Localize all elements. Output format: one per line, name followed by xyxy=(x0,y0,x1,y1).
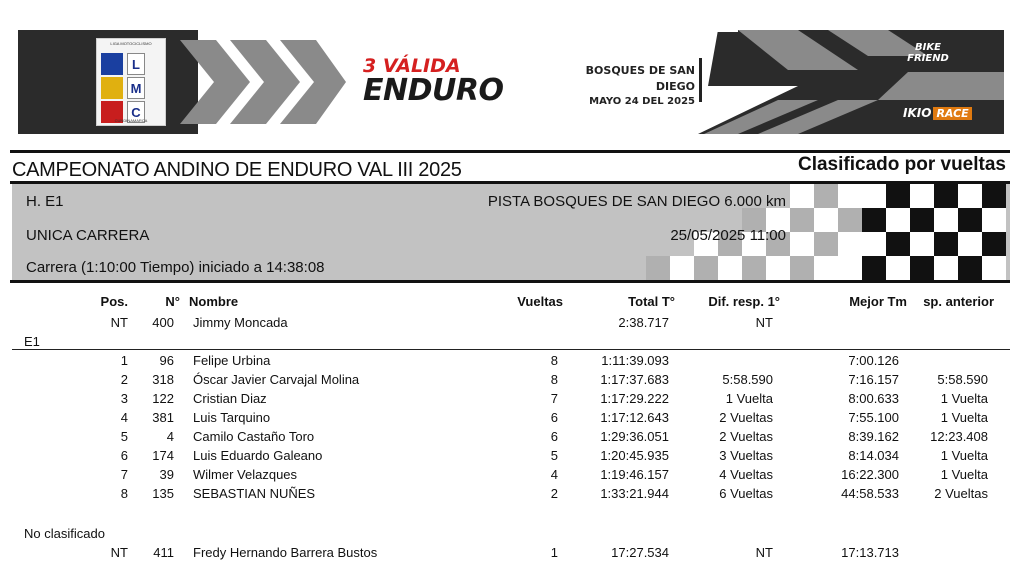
checker-square xyxy=(742,256,766,280)
cell-best: 8:14.034 xyxy=(848,448,899,463)
checker-square xyxy=(982,208,1006,232)
cell-diff-prev: 5:58.590 xyxy=(937,372,988,387)
cell-name: SEBASTIAN NUÑES xyxy=(193,486,316,501)
checker-square xyxy=(982,256,1006,280)
checker-square xyxy=(862,232,886,256)
venue-info xyxy=(553,63,695,109)
event-round: 3 VÁLIDA xyxy=(363,55,461,77)
checker-square xyxy=(790,232,814,256)
cell-total: 1:20:45.935 xyxy=(600,448,669,463)
bike-friend-logo: BIKE FRIEND xyxy=(907,42,949,64)
cell-pos: 6 xyxy=(120,448,128,463)
cell-best: 8:00.633 xyxy=(848,391,899,406)
track-label: PISTA BOSQUES DE SAN DIEGO 6.000 km xyxy=(487,193,786,210)
checker-square xyxy=(814,184,838,208)
table-row xyxy=(0,372,1024,391)
col-number: N° xyxy=(165,294,180,309)
table-row xyxy=(0,391,1024,410)
cell-pos: NT xyxy=(110,315,128,330)
unclassified-label: No clasificado xyxy=(24,526,105,541)
cell-name: Fredy Hernando Barrera Bustos xyxy=(193,545,378,560)
cell-total: 1:17:12.643 xyxy=(600,410,669,425)
cell-pos: 7 xyxy=(120,467,128,482)
table-row xyxy=(0,429,1024,448)
checker-square xyxy=(814,208,838,232)
checker-square xyxy=(982,232,1006,256)
cell-laps: 6 xyxy=(550,410,558,425)
checker-square xyxy=(958,184,982,208)
checker-square xyxy=(910,256,934,280)
checker-square xyxy=(694,256,718,280)
race-label: UNICA CARRERA xyxy=(26,227,150,244)
cell-pos: NT xyxy=(110,545,128,560)
cell-total: 1:17:29.222 xyxy=(600,391,669,406)
cell-total: 17:27.534 xyxy=(611,545,669,560)
cell-name: Luis Tarquino xyxy=(193,410,271,425)
cell-diff-first: 1 Vuelta xyxy=(725,391,773,406)
cell-diff-first: 2 Vueltas xyxy=(719,429,773,444)
ikio-race-logo xyxy=(903,106,972,120)
col-diff-previous: sp. anterior xyxy=(923,294,994,309)
checker-square xyxy=(670,256,694,280)
cell-best: 7:55.100 xyxy=(848,410,899,425)
checker-square xyxy=(790,184,814,208)
race-label: RACE xyxy=(933,107,971,120)
event-title xyxy=(363,55,504,108)
cell-name: Óscar Javier Carvajal Molina xyxy=(193,372,360,387)
group-label: E1 xyxy=(24,334,40,349)
table-row xyxy=(0,545,1024,564)
cell-diff-first: 3 Vueltas xyxy=(719,448,773,463)
cell-num: 381 xyxy=(152,410,174,425)
class-label: H. E1 xyxy=(26,193,64,210)
col-name: Nombre xyxy=(189,294,239,309)
checker-square xyxy=(862,256,886,280)
checker-square xyxy=(910,208,934,232)
cell-laps: 4 xyxy=(550,467,558,482)
checker-square xyxy=(886,232,910,256)
cell-laps: 7 xyxy=(550,391,558,406)
cell-total: 1:33:21.944 xyxy=(600,486,669,501)
race-start-info: Carrera (1:10:00 Tiempo) iniciado a 14:38:08 xyxy=(26,259,325,276)
cell-num: 400 xyxy=(152,315,174,330)
checker-square xyxy=(838,232,862,256)
cell-diff-prev: 12:23.408 xyxy=(930,429,988,444)
cell-num: 135 xyxy=(152,486,174,501)
table-row xyxy=(0,410,1024,429)
logo-caption-top: LIGA MOTOCICLISMO xyxy=(110,41,152,46)
checker-square xyxy=(838,256,862,280)
cell-pos: 2 xyxy=(120,372,128,387)
checker-square xyxy=(790,256,814,280)
info-rule-bottom xyxy=(10,280,1010,283)
cell-name: Wilmer Velazques xyxy=(193,467,298,482)
cell-laps: 2 xyxy=(550,486,558,501)
table-row xyxy=(0,486,1024,505)
table-row xyxy=(0,448,1024,467)
cell-name: Felipe Urbina xyxy=(193,353,271,368)
checker-square xyxy=(838,184,862,208)
logo-letter-c: C xyxy=(127,101,145,123)
cell-diff-prev: 1 Vuelta xyxy=(940,448,988,463)
cell-diff-first: NT xyxy=(755,545,773,560)
cell-laps: 8 xyxy=(550,353,558,368)
cell-best: 16:22.300 xyxy=(841,467,899,482)
event-discipline: ENDURO xyxy=(363,73,504,108)
cell-num: 174 xyxy=(152,448,174,463)
checker-square xyxy=(838,208,862,232)
cell-diff-prev: 1 Vuelta xyxy=(940,467,988,482)
race-date: 25/05/2025 11:00 xyxy=(670,227,786,244)
checker-square xyxy=(934,232,958,256)
group-rule xyxy=(12,349,1010,350)
cell-pos: 5 xyxy=(120,429,128,444)
cell-diff-prev: 1 Vuelta xyxy=(940,410,988,425)
checker-square xyxy=(718,256,742,280)
col-pos: Pos. xyxy=(100,294,128,309)
checker-square xyxy=(982,184,1006,208)
chevron-arrows-graphic xyxy=(168,30,348,134)
checker-square xyxy=(958,208,982,232)
cell-num: 4 xyxy=(166,429,174,444)
cell-name: Jimmy Moncada xyxy=(193,315,288,330)
checker-square xyxy=(910,232,934,256)
cell-diff-prev: 2 Vueltas xyxy=(934,486,988,501)
cell-total: 2:38.717 xyxy=(618,315,669,330)
checker-square xyxy=(886,184,910,208)
cell-best: 7:16.157 xyxy=(848,372,899,387)
checker-square xyxy=(886,208,910,232)
cell-diff-first: 5:58.590 xyxy=(722,372,773,387)
cell-name: Cristian Diaz xyxy=(193,391,267,406)
logo-letter-m: M xyxy=(127,77,145,99)
cell-num: 96 xyxy=(159,353,174,368)
cell-laps: 8 xyxy=(550,372,558,387)
checker-square xyxy=(910,184,934,208)
cell-diff-prev: 1 Vuelta xyxy=(940,391,988,406)
checker-square xyxy=(862,208,886,232)
checker-square xyxy=(934,208,958,232)
cell-laps: 6 xyxy=(550,429,558,444)
venue-date: MAYO 24 DEL 2025 xyxy=(589,96,695,107)
checker-square xyxy=(958,256,982,280)
cell-num: 318 xyxy=(152,372,174,387)
cell-pos: 4 xyxy=(120,410,128,425)
checker-square xyxy=(766,256,790,280)
checker-square xyxy=(814,256,838,280)
checker-square xyxy=(958,232,982,256)
cell-best: 17:13.713 xyxy=(841,545,899,560)
championship-title: CAMPEONATO ANDINO DE ENDURO VAL III 2025 xyxy=(12,159,462,181)
ikio-label: IKIO xyxy=(903,106,932,120)
cell-total: 1:17:37.683 xyxy=(600,372,669,387)
cell-diff-first: NT xyxy=(755,315,773,330)
event-banner xyxy=(18,30,1004,134)
cell-total: 1:29:36.051 xyxy=(600,429,669,444)
col-diff-first: Dif. resp. 1° xyxy=(708,294,780,309)
header-rule-top xyxy=(10,150,1010,153)
cell-num: 122 xyxy=(152,391,174,406)
cell-laps: 5 xyxy=(550,448,558,463)
cell-name: Camilo Castaño Toro xyxy=(193,429,315,444)
checker-square xyxy=(646,256,670,280)
cell-name: Luis Eduardo Galeano xyxy=(193,448,323,463)
cell-diff-first: 2 Vueltas xyxy=(719,410,773,425)
logo-letter-l: L xyxy=(127,53,145,75)
logo-caption-bottom: CUNDINAMARCA xyxy=(114,118,148,123)
cell-best: 7:00.126 xyxy=(848,353,899,368)
cell-pos: 3 xyxy=(120,391,128,406)
checker-square xyxy=(886,256,910,280)
checker-square xyxy=(862,184,886,208)
checker-square xyxy=(790,208,814,232)
cell-pos: 1 xyxy=(120,353,128,368)
table-row xyxy=(0,315,1024,334)
table-row xyxy=(0,353,1024,372)
cell-num: 39 xyxy=(159,467,174,482)
quad-icon xyxy=(101,77,123,99)
league-logo xyxy=(96,38,166,126)
motorbike-icon xyxy=(101,53,123,75)
cell-total: 1:11:39.093 xyxy=(601,353,669,368)
cell-best: 8:39.162 xyxy=(848,429,899,444)
sort-label: Clasificado por vueltas xyxy=(797,154,1006,175)
cell-best: 44:58.533 xyxy=(841,486,899,501)
cell-diff-first: 6 Vueltas xyxy=(719,486,773,501)
cell-diff-first: 4 Vueltas xyxy=(719,467,773,482)
cell-num: 411 xyxy=(153,545,174,560)
checker-square xyxy=(934,256,958,280)
col-total-time: Total T° xyxy=(628,294,675,309)
cell-total: 1:19:46.157 xyxy=(600,467,669,482)
col-laps: Vueltas xyxy=(517,294,563,309)
cell-pos: 8 xyxy=(120,486,128,501)
venue-name: BOSQUES DE SAN DIEGO xyxy=(585,64,695,93)
checker-square xyxy=(814,232,838,256)
checker-square xyxy=(934,184,958,208)
cell-laps: 1 xyxy=(550,545,558,560)
table-row xyxy=(0,467,1024,486)
col-best-time: Mejor Tm xyxy=(849,294,907,309)
